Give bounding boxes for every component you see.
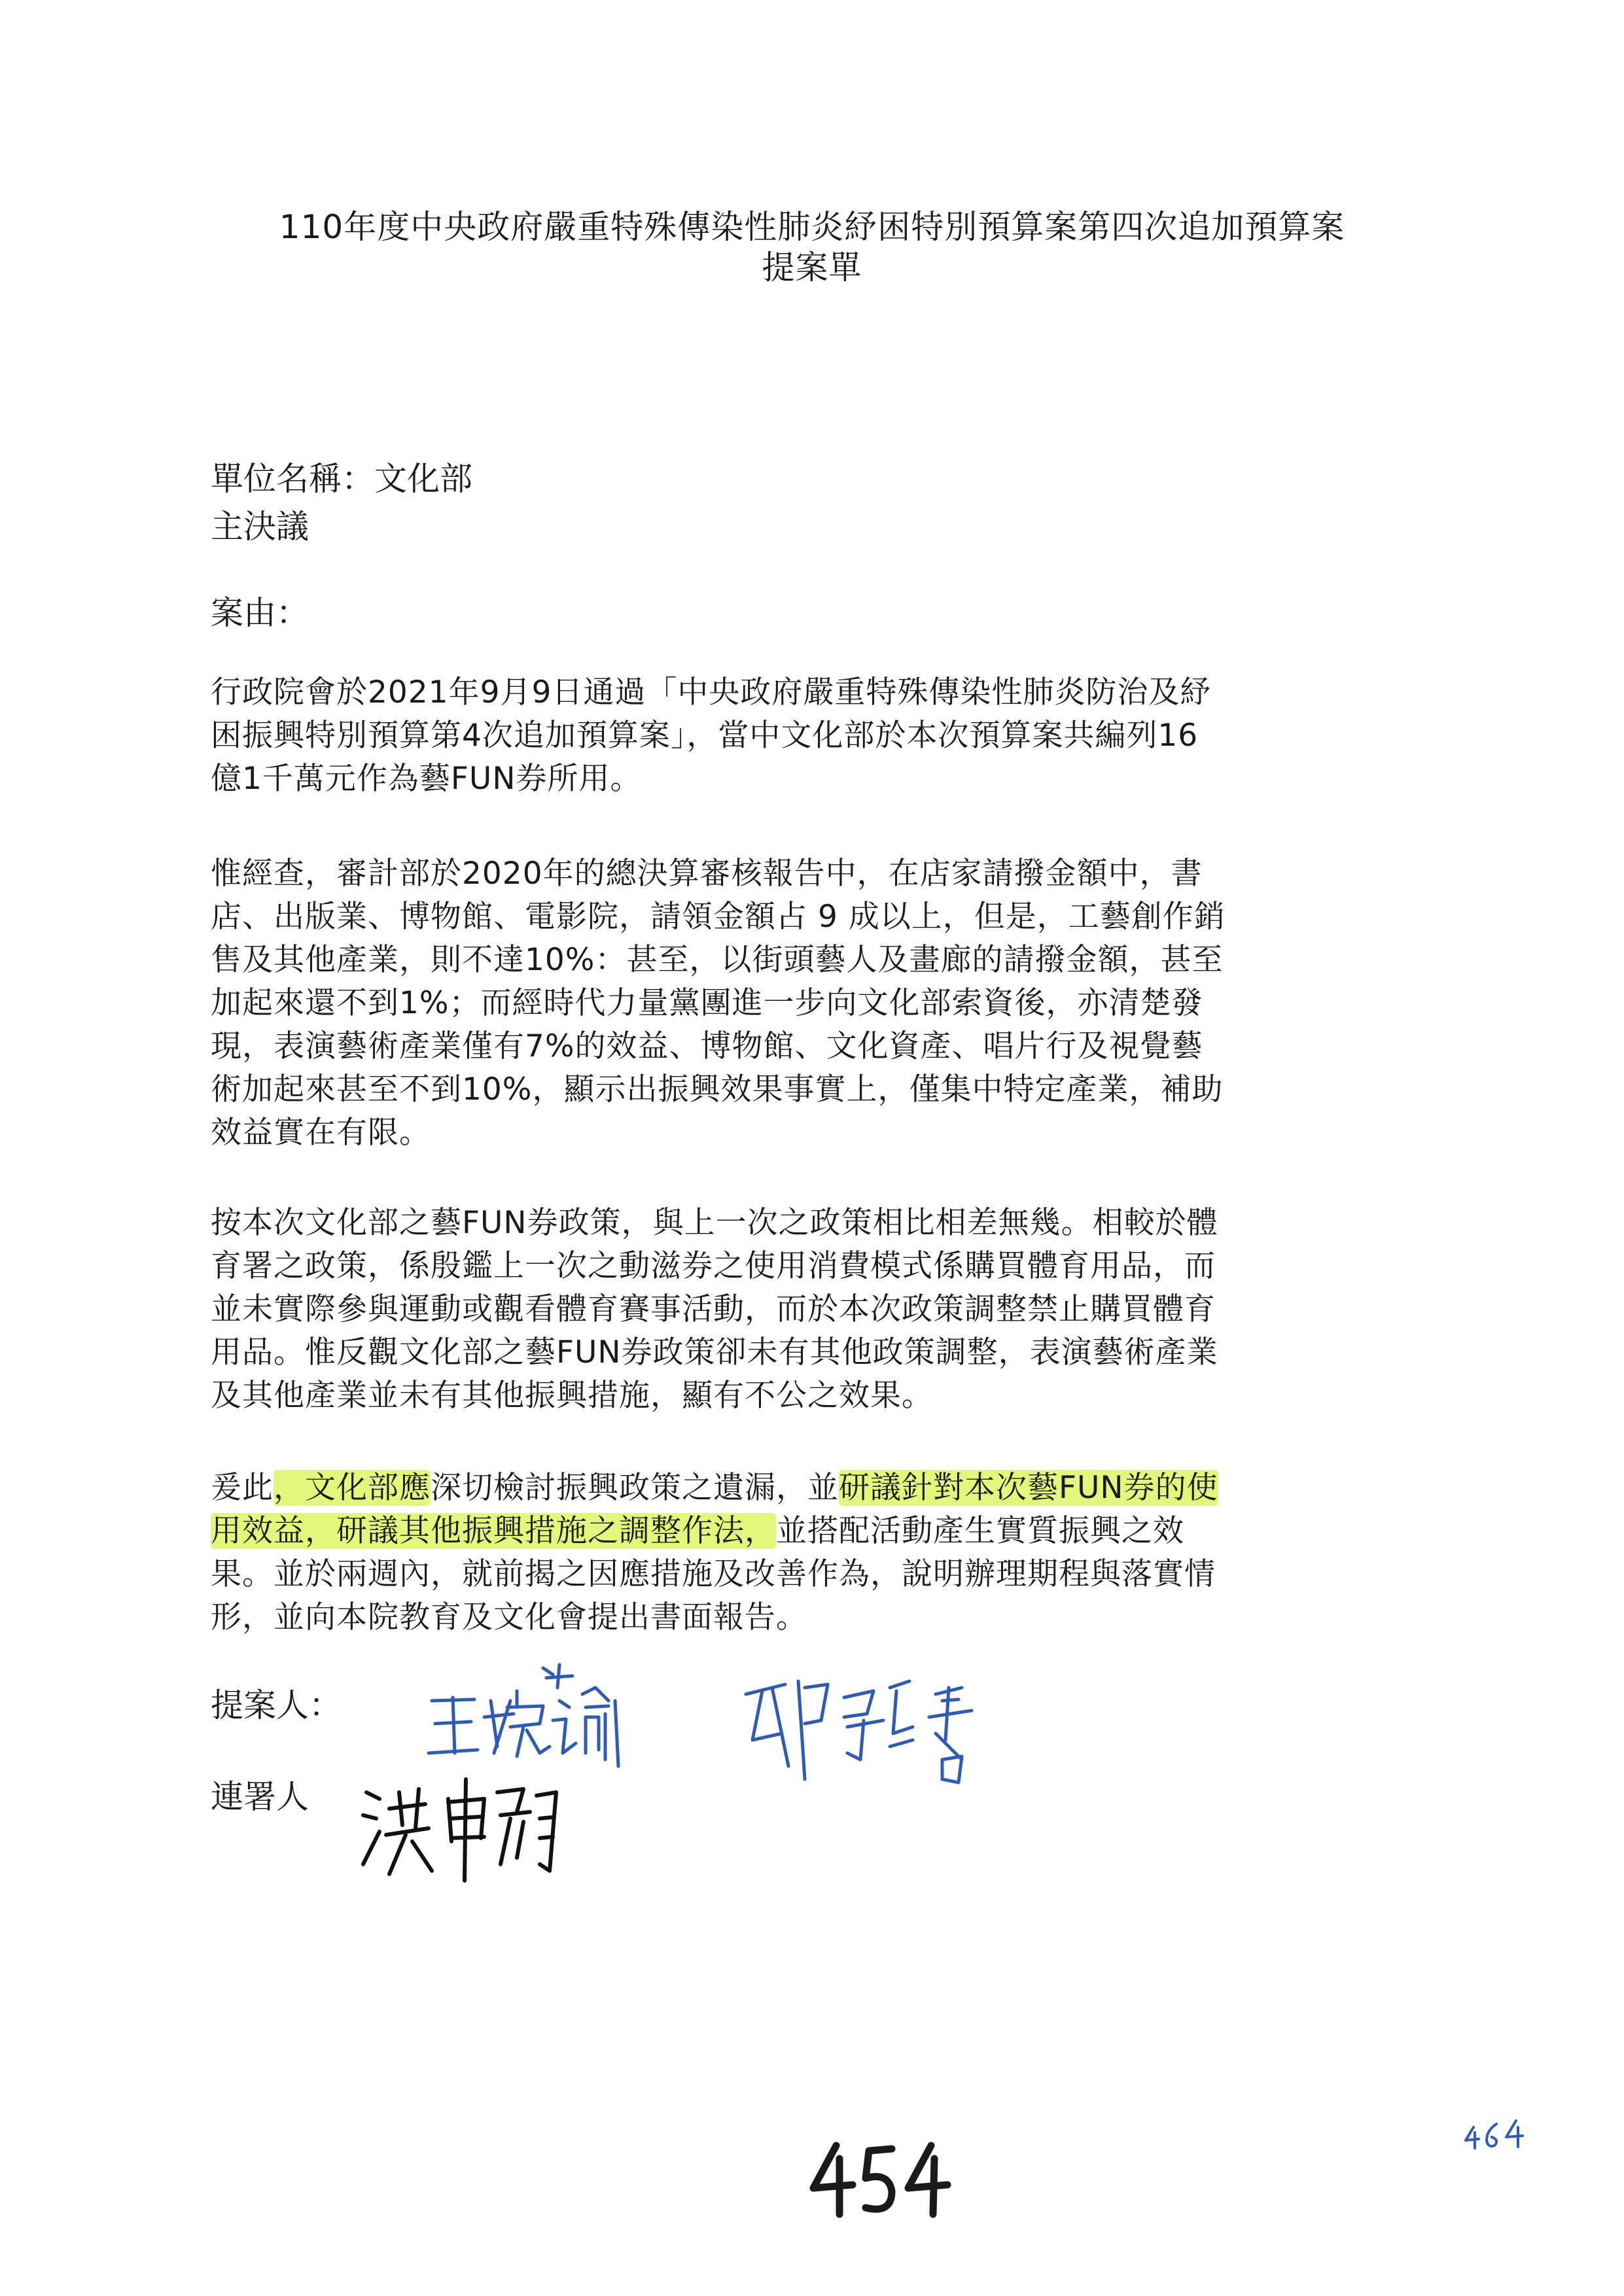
paragraph-line: 用品。惟反觀文化部之藝FUN券政策卻未有其他政策調整，表演藝術產業 <box>211 1334 1218 1370</box>
cosigner-label: 連署人 <box>211 1778 309 1816</box>
proposer-label: 提案人： <box>211 1686 342 1724</box>
paragraph-line: 惟經查，審計部於2020年的總決算審核報告中，在店家請撥金額中，書 <box>211 856 1203 892</box>
text-run: 深切檢討振興政策之遺漏，並 <box>431 1470 839 1506</box>
paragraph-line: 及其他產業並未有其他振興措施，顯有不公之效果。 <box>211 1378 933 1414</box>
paragraph-line: 果。並於兩週內，就前揭之因應措施及改善作為，說明辦理期程與落實情 <box>211 1556 1216 1592</box>
unit-name: 單位名稱：文化部 <box>211 460 472 498</box>
paragraph-line <box>211 1510 1447 1553</box>
paragraph-line: 行政院會於2021年9月9日通過「中央政府嚴重特殊傳染性肺炎防治及紓 <box>211 674 1212 710</box>
paragraph-line: 售及其他產業，則不達10%：甚至，以街頭藝人及畫廊的請撥金額，甚至 <box>211 942 1224 978</box>
proposer-signature-2 <box>733 1661 1014 1812</box>
paragraph-3 <box>211 1202 1447 1418</box>
paragraph-line: 效益實在有限。 <box>211 1115 431 1151</box>
paragraph-1 <box>211 671 1447 801</box>
paragraph-line: 困振興特別預算第4次追加預算案」，當中文化部於本次預算案共編列16 <box>211 718 1199 754</box>
paragraph-line: 店、出版業、博物館、電影院，請領金額占 9 成以上，但是，工藝創作銷 <box>211 899 1226 935</box>
cosigner-signature <box>353 1766 569 1884</box>
paragraph-line: 現，表演藝術產業僅有7%的效益、博物館、文化資產、唱片行及視覺藝 <box>211 1028 1203 1064</box>
paragraph-line: 育署之政策，係殷鑑上一次之動滋券之使用消費模式係購買體育用品，而 <box>211 1248 1216 1284</box>
page-title-line1: 110年度中央政府嚴重特殊傳染性肺炎紓困特別預算案第四次追加預算案 <box>279 208 1345 246</box>
proposer-signature-1 <box>419 1661 641 1779</box>
paragraph-line: 加起來還不到1%；而經時代力量黨團進一步向文化部索資後，亦清楚發 <box>211 985 1203 1021</box>
paragraph-line <box>211 1467 1447 1510</box>
highlighted-text: ，文化部應 <box>274 1470 431 1506</box>
handwritten-page-number <box>803 2139 954 2224</box>
paragraph-line: 並未實際參與運動或觀看體育賽事活動，而於本次政策調整禁止購買體育 <box>211 1291 1216 1327</box>
decision-type: 主決議 <box>211 508 309 546</box>
paragraph-line: 按本次文化部之藝FUN券政策，與上一次之政策相比相差無幾。相較於體 <box>211 1205 1218 1241</box>
text-run: 並搭配活動產生實質振興之效 <box>776 1513 1184 1549</box>
paragraph-line: 形，並向本院教育及文化會提出書面報告。 <box>211 1599 807 1635</box>
highlighted-text: 用效益，研議其他振興措施之調整作法， <box>211 1513 776 1549</box>
paragraph-line: 億1千萬元作為藝FUN券所用。 <box>211 761 642 797</box>
page-title-line2: 提案單 <box>762 249 862 287</box>
text-run: 爰此 <box>211 1470 274 1506</box>
paragraph-line: 術加起來甚至不到10%，顯示出振興效果事實上，僅集中特定產業，補助 <box>211 1071 1224 1107</box>
handwritten-corner-mark <box>1460 2114 1532 2153</box>
highlighted-text: 研議針對本次藝FUN券的使 <box>839 1470 1218 1506</box>
paragraph-4 <box>211 1467 1447 1639</box>
cause-label: 案由： <box>211 594 309 632</box>
paragraph-2 <box>211 852 1447 1155</box>
